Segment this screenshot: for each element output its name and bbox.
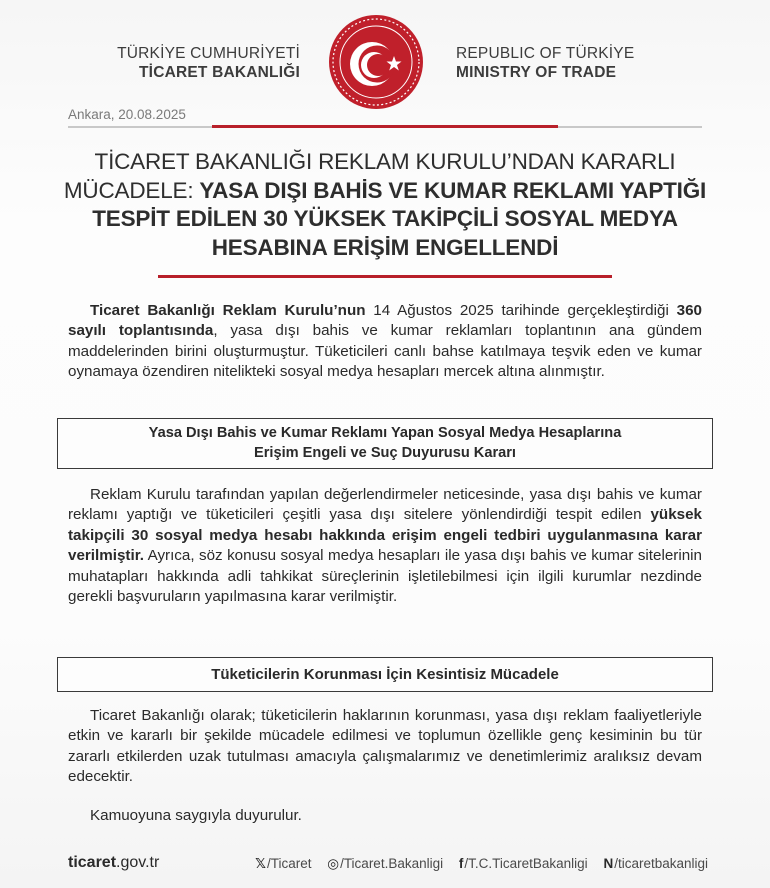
section2-heading: Tüketicilerin Korunması İçin Kesintisiz Mücadele <box>211 666 559 683</box>
header-accent-divider <box>212 125 558 128</box>
section1-heading-line1: Yasa Dışı Bahis ve Kumar Reklamı Yapan Sosyal Medya Hesaplarına <box>148 425 622 441</box>
intro-bold-2: 360 sayılı toplantısında <box>68 302 702 340</box>
section1-text-1: Reklam Kurulu tarafından yapılan değerlendirmeler neticesinde, yasa dışı bahis ve kumar reklamı yaptığı ve tüketicileri çeşitli yasa dışı sitelere yönlendirdiği tespit edilen <box>68 486 702 524</box>
intro-bold-1: Ticaret Bakanlığı Reklam Kurulu’nun <box>90 302 366 319</box>
social-link-facebook[interactable] <box>459 856 588 871</box>
section1-heading-line2: Erişim Engeli ve Suç Duyurusu Kararı <box>254 444 516 461</box>
header-left-line1: TÜRKİYE CUMHURİYETİ <box>117 45 300 62</box>
header-left <box>117 44 300 82</box>
header-right <box>456 44 634 82</box>
section2-text: Ticaret Bakanlığı olarak; tüketicilerin haklarının korunması, yasa dışı reklam faaliyetleriyle etkin ve kararlı bir şekilde mücadele edilmesi ve toplumun özellikle genç kesiminin bu tür zararlı etkilerden uzak tutulması amacıyla çalışmalarımız ve denetimlerimiz aralıksız devam edecektir. <box>68 707 702 786</box>
section2-heading-box <box>57 657 713 692</box>
title-divider <box>158 275 612 278</box>
crescent-star-seal-icon <box>328 14 424 110</box>
social-handle-instagram: /Ticaret.Bakanligi <box>340 856 444 871</box>
social-link-x[interactable] <box>255 856 311 871</box>
header-left-line2: TİCARET BAKANLIĞI <box>139 64 300 81</box>
footer-social-links <box>243 856 708 872</box>
header-right-line1: REPUBLIC OF TÜRKİYE <box>456 45 635 62</box>
section1-paragraph <box>68 485 702 607</box>
social-link-instagram[interactable] <box>327 856 443 871</box>
press-date: Ankara, 20.08.2025 <box>68 107 186 122</box>
nsosyal-icon: N <box>603 856 614 871</box>
closing-paragraph <box>68 806 702 826</box>
instagram-icon: ◎ <box>327 856 340 871</box>
social-handle-nsosyal: /ticaretbakanligi <box>614 856 708 871</box>
social-handle-x: /Ticaret <box>267 856 312 871</box>
section1-bold: yüksek takipçili 30 sosyal medya hesabı hakkında erişim engeli tedbiri uygulanmasına karar verilmiştir. <box>68 506 702 565</box>
closing-text: Kamuoyuna saygıyla duyurulur. <box>90 807 302 824</box>
section1-heading-box <box>57 418 713 469</box>
footer <box>68 854 708 876</box>
section2-paragraph <box>68 706 702 788</box>
facebook-icon: f <box>458 856 464 871</box>
intro-text-2: , yasa dışı bahis ve kumar reklamları toplantının ana gündem maddelerinden birini oluşturmuştur. Tüketicileri canlı bahse katılmaya teşvik eden ve kumar oynamaya özendiren nitelikteki sosyal medya hesapları mercek altına alınmıştır. <box>68 322 703 381</box>
press-title <box>40 148 730 262</box>
footer-site-rest: .gov.tr <box>116 854 160 871</box>
title-bold: YASA DIŞI BAHİS VE KUMAR REKLAMI YAPTIĞI TESPİT EDİLEN 30 YÜKSEK TAKİPÇİLİ SOSYAL MEDYA HESABINA ERİŞİM ENGELLENDİ <box>92 177 707 260</box>
social-link-nsosyal[interactable] <box>603 856 708 871</box>
intro-text-1: 14 Ağustos 2025 tarihinde gerçekleştirdiği <box>365 302 677 319</box>
footer-website-link[interactable] <box>68 854 159 872</box>
section1-text-2: Ayrıca, söz konusu sosyal medya hesapları ile yasa dışı bahis ve kumar sitelerinin muhatapları hakkında adli tahkikat süreçlerinin işletilebilmesi için ilgili kurumlar nezdinde gerekli başvuruların yapılmasına karar verilmiştir. <box>68 547 702 606</box>
title-light: TİCARET BAKANLIĞI REKLAM KURULU’NDAN KARARLI MÜCADELE: <box>63 149 676 203</box>
social-handle-facebook: /T.C.TicaretBakanligi <box>464 856 588 871</box>
header-right-line2: MINISTRY OF TRADE <box>456 64 617 81</box>
intro-paragraph <box>68 301 702 383</box>
x-icon: 𝕏 <box>255 856 266 871</box>
footer-site-bold: ticaret <box>68 854 117 871</box>
